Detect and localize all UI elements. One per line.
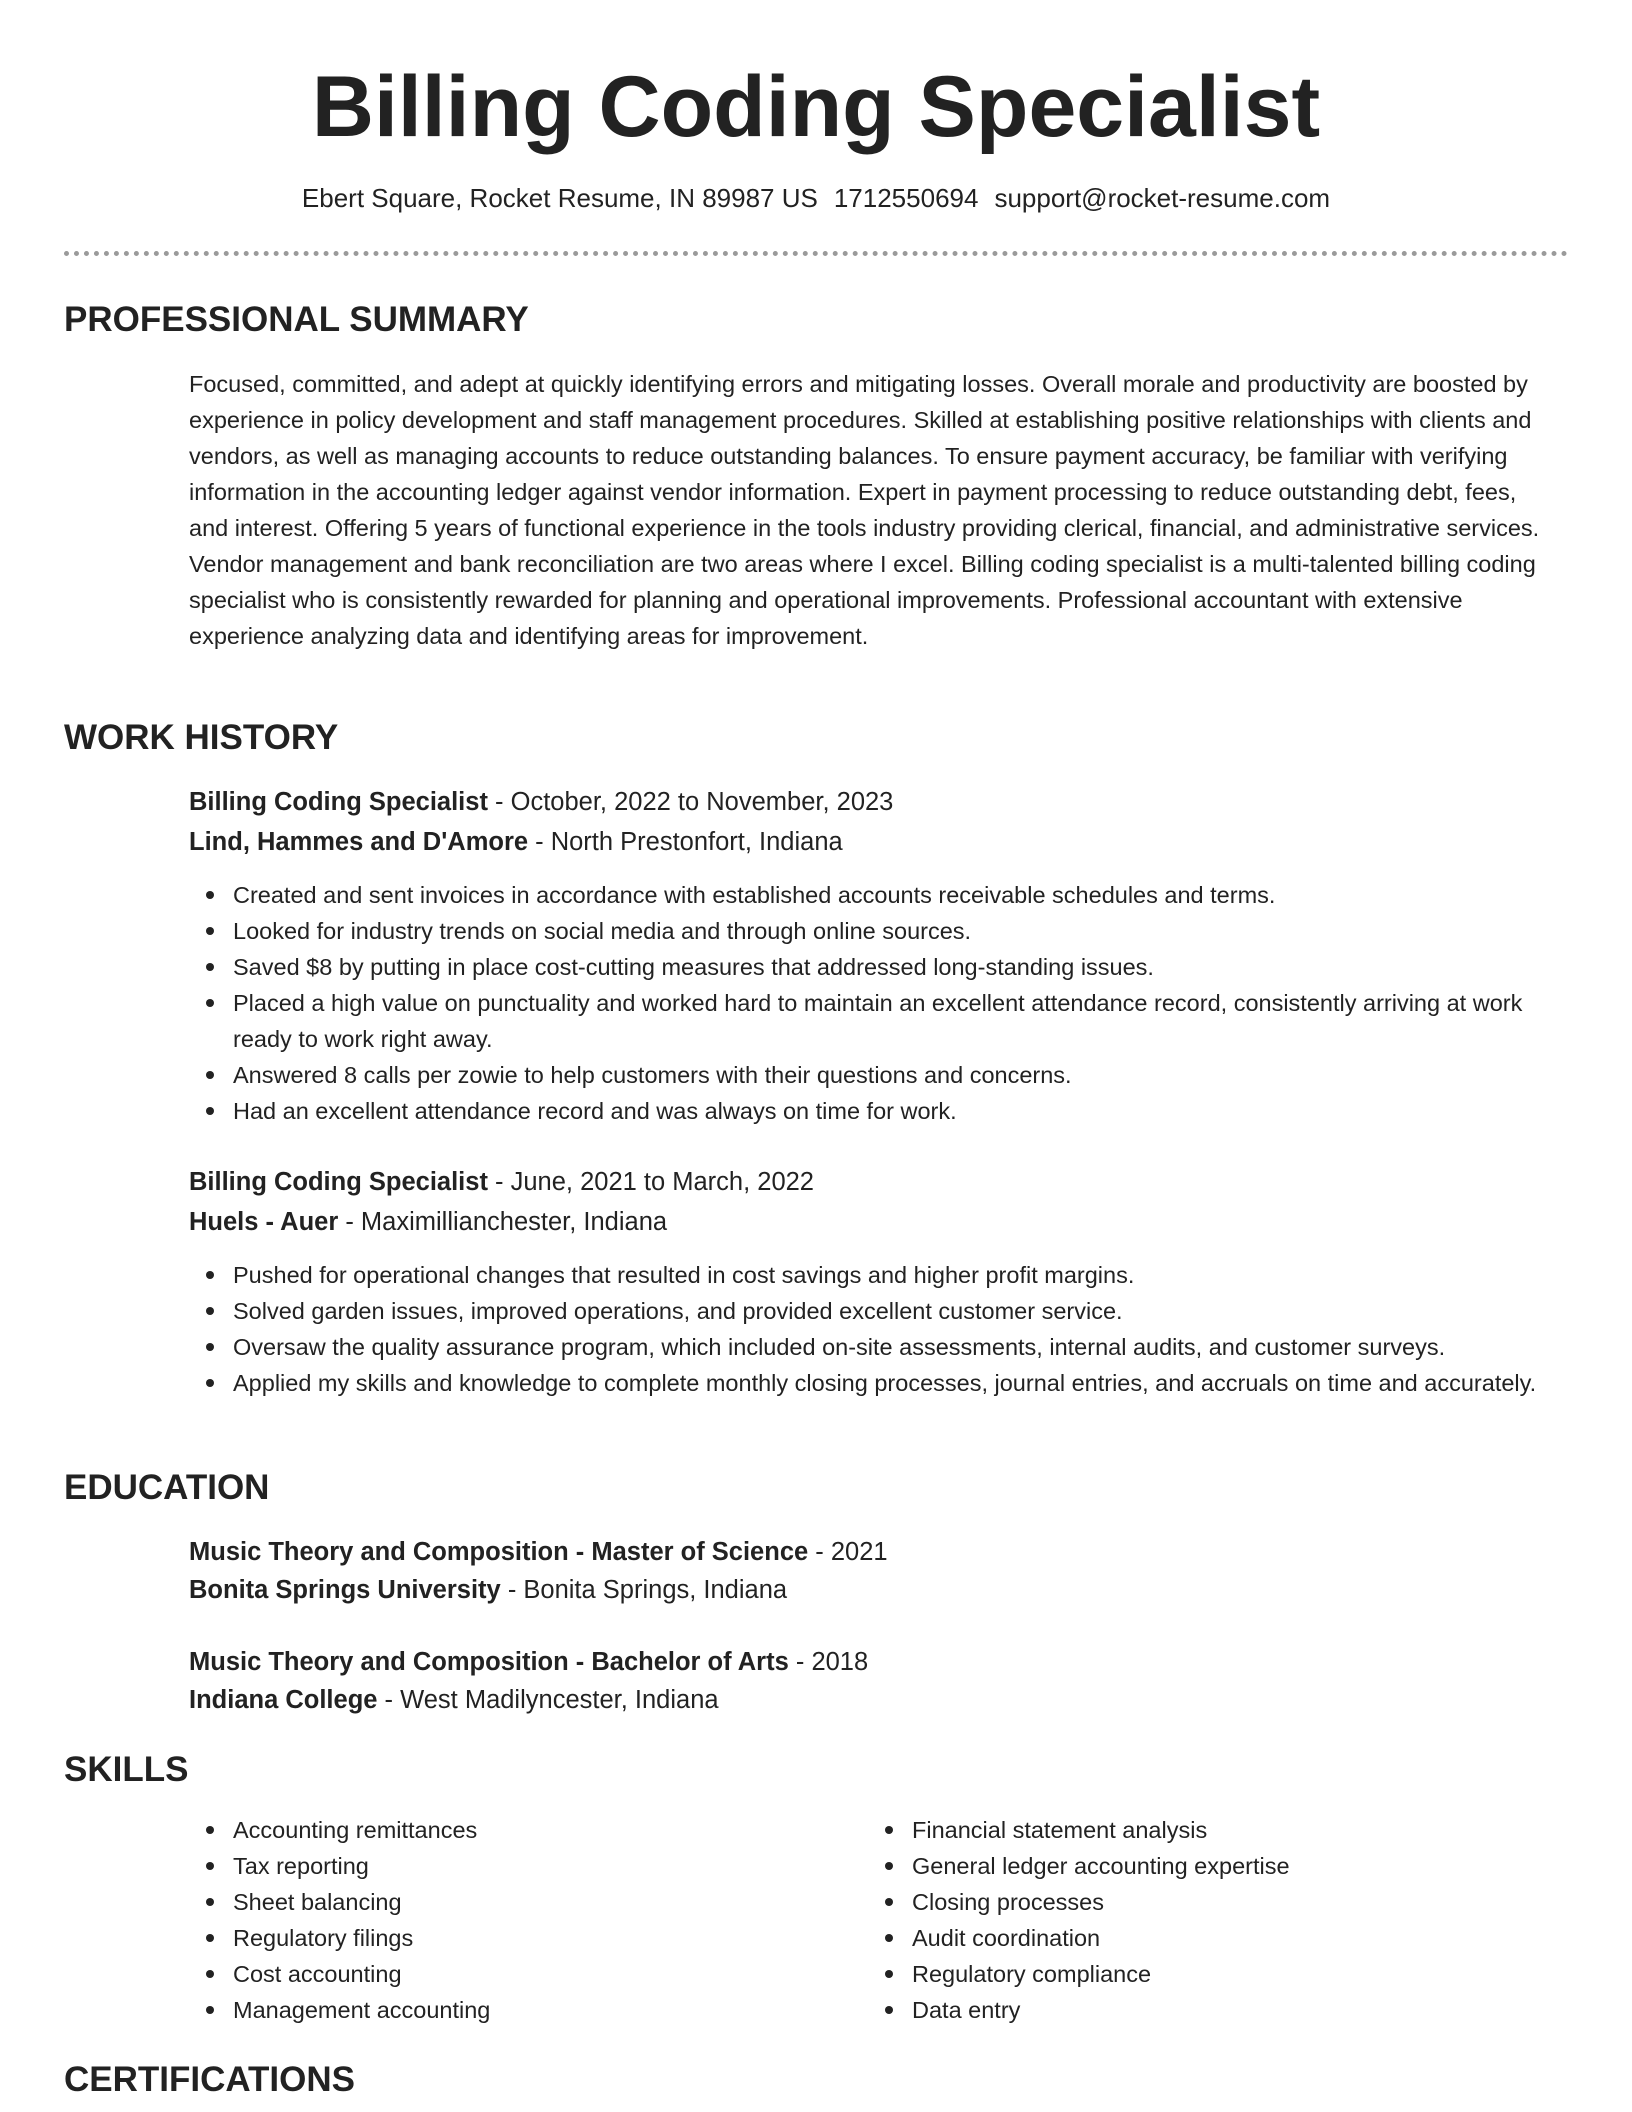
education-2-degree: Music Theory and Composition - Bachelor of Arts — [189, 1648, 789, 1676]
list-item: Applied my skills and knowledge to complete monthly closing processes, journal entries, and accruals on time and accurately. — [233, 1365, 1563, 1401]
resume-name-heading: Billing Coding Specialist — [311, 59, 1321, 155]
list-item: Oversaw the quality assurance program, which included on-site assessments, internal audits, and customer surveys. — [233, 1329, 1563, 1365]
list-item: Answered 8 calls per zowie to help customers with their questions and concerns. — [233, 1057, 1563, 1093]
section-title-skills: SKILLS — [64, 1750, 189, 1789]
list-item: Had an excellent attendance record and was always on time for work. — [233, 1093, 1563, 1129]
education-1-year: - 2021 — [808, 1538, 888, 1566]
list-item: Regulatory filings — [233, 1920, 490, 1956]
header-divider — [64, 251, 1568, 256]
education-2-location: - West Madilyncester, Indiana — [377, 1686, 719, 1714]
summary-text: Focused, committed, and adept at quickly identifying errors and mitigating losses. Overall morale and productivity are boosted by experience in policy development and staff management procedures. Skilled at establishing positive relationships with clients and vendors, as well as managing accounts to reduce outstanding balances. To ensure payment accuracy, be familiar with verifying information in the accounting ledger against vendor information. Expert in payment processing to reduce outstanding debt, fees, and interest. Offering 5 years of functional experience in the tools industry providing clerical, financial, and administrative services. Vendor management and bank reconciliation are two areas where I excel. Billing coding specialist is a multi-talented billing coding specialist who is consistently rewarded for planning and operational improvements. Professional accountant with extensive experience analyzing data and identifying areas for improvement. — [189, 371, 1540, 649]
list-item: Cost accounting — [233, 1956, 490, 1992]
list-item: Tax reporting — [233, 1848, 490, 1884]
job-2-bullets — [233, 1257, 1563, 1401]
job-1-bullets — [233, 877, 1563, 1129]
education-1-degree: Music Theory and Composition - Master of Science — [189, 1538, 809, 1566]
job-1-dates: - October, 2022 to November, 2023 — [487, 788, 894, 816]
section-title-summary: PROFESSIONAL SUMMARY — [64, 300, 529, 339]
education-1-location: - Bonita Springs, Indiana — [500, 1576, 788, 1604]
section-title-certifications: CERTIFICATIONS — [64, 2060, 356, 2099]
job-2-company: Huels - Auer — [189, 1208, 339, 1236]
section-title-work-history: WORK HISTORY — [64, 718, 339, 757]
job-1-role: Billing Coding Specialist — [189, 788, 488, 816]
job-2-company-line — [189, 1203, 667, 1241]
section-title-education: EDUCATION — [64, 1468, 270, 1507]
list-item: Audit coordination — [912, 1920, 1290, 1956]
list-item: Pushed for operational changes that resulted in cost savings and higher profit margins. — [233, 1257, 1563, 1293]
list-item: Data entry — [912, 1992, 1290, 2028]
job-2-location: - Maximillianchester, Indiana — [338, 1208, 668, 1236]
list-item: Financial statement analysis — [912, 1812, 1290, 1848]
contact-email: support@rocket-resume.com — [994, 183, 1331, 213]
list-item: Placed a high value on punctuality and worked hard to maintain an excellent attendance record, consistently arriving at work ready to work right away. — [233, 985, 1563, 1057]
contact-address: Ebert Square, Rocket Resume, IN 89987 US — [301, 183, 818, 213]
education-2-year: - 2018 — [788, 1648, 869, 1676]
list-item: Management accounting — [233, 1992, 490, 2028]
list-item: Saved $8 by putting in place cost-cutting measures that addressed long-standing issues. — [233, 949, 1563, 985]
list-item: Closing processes — [912, 1884, 1290, 1920]
education-1-school: Bonita Springs University — [189, 1576, 501, 1604]
education-2-degree-line — [189, 1643, 868, 1681]
list-item: General ledger accounting expertise — [912, 1848, 1290, 1884]
skills-list-left — [233, 1812, 490, 2028]
list-item: Solved garden issues, improved operations, and provided excellent customer service. — [233, 1293, 1563, 1329]
list-item: Regulatory compliance — [912, 1956, 1290, 1992]
job-1-location: - North Prestonfort, Indiana — [528, 828, 843, 856]
job-1-company-line — [189, 823, 843, 861]
list-item: Accounting remittances — [233, 1812, 490, 1848]
list-item: Created and sent invoices in accordance with established accounts receivable schedules and terms. — [233, 877, 1563, 913]
education-1-degree-line — [189, 1533, 888, 1571]
job-1-company: Lind, Hammes and D'Amore — [189, 828, 529, 856]
job-2-title-line — [189, 1163, 814, 1201]
skills-list-right — [912, 1812, 1290, 2028]
job-1-title-line — [189, 783, 893, 821]
education-1-school-line — [189, 1571, 787, 1609]
education-2-school-line — [189, 1681, 719, 1719]
list-item: Sheet balancing — [233, 1884, 490, 1920]
list-item: Looked for industry trends on social media and through online sources. — [233, 913, 1563, 949]
education-2-school: Indiana College — [189, 1686, 378, 1714]
job-2-dates: - June, 2021 to March, 2022 — [487, 1168, 814, 1196]
job-2-role: Billing Coding Specialist — [189, 1168, 488, 1196]
contact-phone: 1712550694 — [833, 183, 979, 213]
contact-line — [0, 180, 1632, 216]
